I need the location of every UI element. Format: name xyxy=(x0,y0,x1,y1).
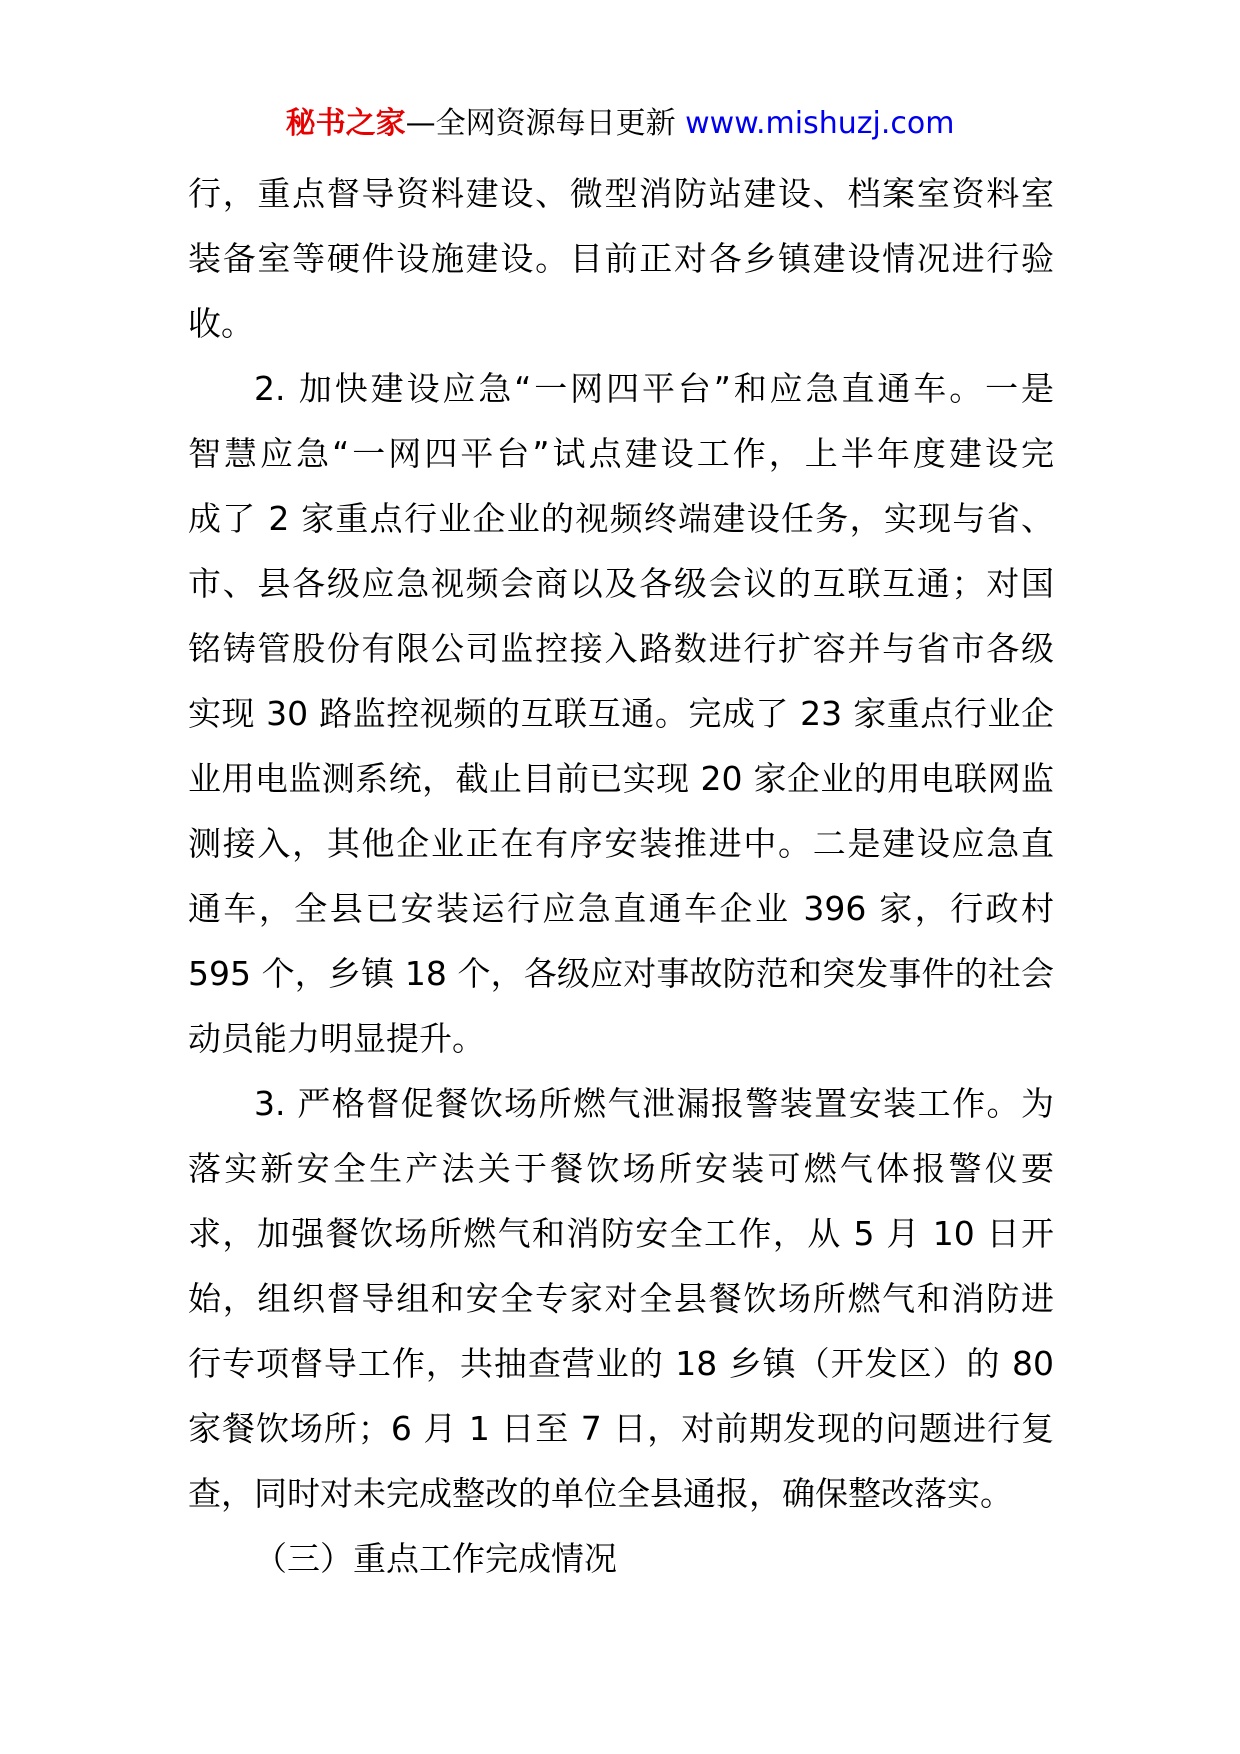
text-line: 595 个，乡镇 18 个，各级应对事故防范和突发事件的社会 xyxy=(188,954,1054,993)
text-line: 行专项督导工作，共抽查营业的 18 乡镇（开发区）的 80 xyxy=(188,1344,1054,1383)
text-line: 收。 xyxy=(188,304,254,343)
text-line: 落实新安全生产法关于餐饮场所安装可燃气体报警仪要 xyxy=(188,1149,1054,1188)
website-link[interactable]: www.mishuzj.com xyxy=(685,106,955,141)
text-line: 铭铸管股份有限公司监控接入路数进行扩容并与省市各级 xyxy=(188,629,1054,668)
text-line: 查，同时对未完成整改的单位全县通报，确保整改落实。 xyxy=(188,1474,1013,1513)
header-tagline: —全网资源每日更新 xyxy=(405,106,676,141)
text-line: 家餐饮场所；6 月 1 日至 7 日，对前期发现的问题进行复 xyxy=(188,1409,1054,1448)
text-line: 市、县各级应急视频会商以及各级会议的互联互通；对国 xyxy=(188,564,1054,603)
brand-name: 秘书之家 xyxy=(285,106,406,141)
text-line: 业用电监测系统，截止目前已实现 20 家企业的用电联网监 xyxy=(188,759,1054,798)
page-header xyxy=(0,104,1240,144)
text-line: 2. 加快建设应急“一网四平台”和应急直通车。一是 xyxy=(254,369,1054,408)
text-line: 成了 2 家重点行业企业的视频终端建设任务，实现与省、 xyxy=(188,499,1054,538)
text-line: 3. 严格督促餐饮场所燃气泄漏报警装置安装工作。为 xyxy=(254,1084,1054,1123)
section-heading xyxy=(188,1526,1054,1591)
text-line: 智慧应急“一网四平台”试点建设工作，上半年度建设完 xyxy=(188,434,1054,473)
text-line: 实现 30 路监控视频的互联互通。完成了 23 家重点行业企 xyxy=(188,694,1054,733)
text-line: 通车，全县已安装运行应急直通车企业 396 家，行政村 xyxy=(188,889,1054,928)
text-line: 动员能力明显提升。 xyxy=(188,1019,485,1058)
paragraph-emergency-platform xyxy=(188,356,1054,1071)
document-body xyxy=(188,161,1054,1591)
text-line: 行，重点督导资料建设、微型消防站建设、档案室资料室 xyxy=(188,174,1054,213)
text-line: 始，组织督导组和安全专家对全县餐饮场所燃气和消防进 xyxy=(188,1279,1054,1318)
paragraph-gas-alarm xyxy=(188,1071,1054,1526)
text-line: 求，加强餐饮场所燃气和消防安全工作，从 5 月 10 日开 xyxy=(188,1214,1054,1253)
text-line: 测接入，其他企业正在有序安装推进中。二是建设应急直 xyxy=(188,824,1054,863)
section-heading-text: （三）重点工作完成情况 xyxy=(254,1539,617,1578)
text-line: 装备室等硬件设施建设。目前正对各乡镇建设情况进行验 xyxy=(188,239,1054,278)
paragraph-continuation xyxy=(188,161,1054,356)
